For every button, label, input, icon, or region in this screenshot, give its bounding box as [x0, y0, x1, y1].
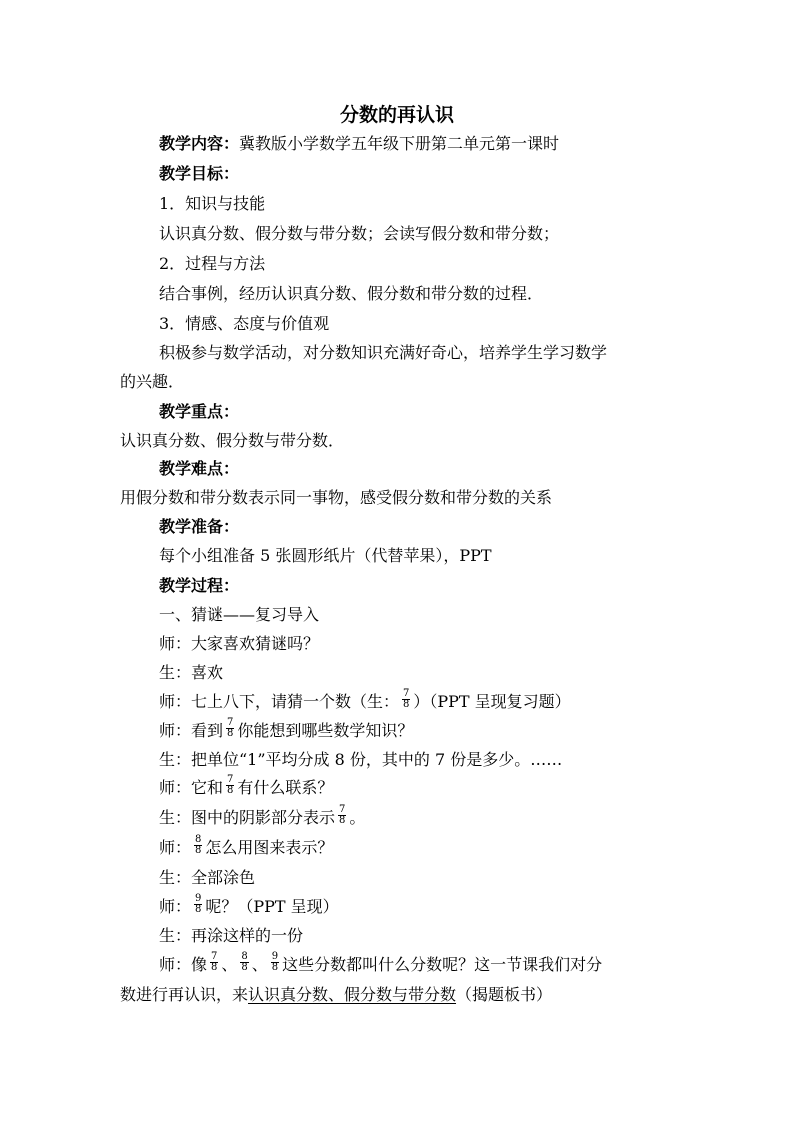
goals-label: 教学目标：	[159, 164, 240, 183]
dialogue-text: 师：像	[159, 955, 208, 974]
prep-label: 教学准备：	[159, 517, 240, 536]
fraction-9-8	[194, 894, 202, 915]
fraction-denominator: 8	[241, 962, 248, 973]
dialogue-text: 。	[349, 808, 366, 827]
fraction-7-8	[210, 952, 218, 973]
fraction-denominator: 8	[403, 699, 410, 710]
fraction-numerator: 9	[195, 893, 202, 904]
fraction-denominator: 8	[339, 815, 346, 826]
dialogue-text: 师：	[159, 838, 192, 857]
goal-3-text-a: 积极参与数学活动，对分数知识充满好奇心，培养学生学习数学	[159, 343, 608, 362]
fraction-numerator: 7	[403, 688, 410, 699]
fraction-denominator: 8	[271, 962, 279, 973]
dialogue-text: 师：七上八下，请猜一个数（生：	[159, 692, 400, 711]
dialogue-line	[120, 985, 552, 1005]
dialogue-text: 师：它和	[159, 778, 224, 797]
dialogue-line: 生：把单位“1”平均分成 8 份，其中的 7 份是多少。……	[159, 750, 563, 769]
key-text: 认识真分数、假分数与带分数．	[120, 431, 345, 450]
page-title: 分数的再认识	[339, 104, 454, 126]
goal-3-text-b: 的兴趣．	[120, 372, 185, 391]
dialogue-line	[159, 804, 366, 829]
content-line	[159, 134, 559, 154]
dialogue-line: 师：大家喜欢猜谜吗？	[159, 634, 320, 653]
fraction-8-8	[194, 835, 202, 856]
dialogue-line	[159, 834, 334, 859]
fraction-denominator: 8	[211, 962, 218, 973]
dialogue-line	[159, 717, 414, 742]
goal-1-text: 认识真分数、假分数与带分数；会读写假分数和带分数；	[159, 224, 560, 243]
dialogue-line: 生：全部涂色	[159, 868, 256, 887]
dialogue-text: ）（PPT 呈现复习题）	[413, 692, 571, 711]
difficulty-label: 教学难点：	[159, 459, 240, 478]
process-label: 教学过程：	[159, 576, 240, 595]
dialogue-text: 这些分数都叫什么分数呢？这一节课我们对分	[282, 955, 603, 974]
fraction-9-8	[271, 952, 279, 973]
dialogue-text: 师：看到	[159, 721, 224, 740]
fraction-numerator: 7	[339, 804, 346, 815]
dialogue-text: 师：	[159, 897, 192, 916]
prep-text: 每个小组准备 5 张圆形纸片（代替苹果），PPT	[159, 546, 492, 565]
dialogue-text: 有什么联系？	[237, 778, 334, 797]
dialogue-line: 生：喜欢	[159, 663, 224, 682]
dialogue-text: 呢？（PPT 呈现）	[205, 897, 339, 916]
fraction-numerator: 7	[227, 774, 234, 785]
fraction-denominator: 8	[195, 845, 202, 856]
fraction-7-8	[402, 689, 410, 710]
goal-1-heading: 1．知识与技能	[159, 194, 266, 213]
dialogue-text: 你能想到哪些数学知识？	[237, 721, 414, 740]
content-label: 教学内容：	[159, 134, 240, 153]
fraction-7-8	[226, 775, 234, 796]
fraction-denominator: 8	[227, 728, 234, 739]
goal-3-heading: 3．情感、态度与价值观	[159, 314, 330, 333]
fraction-numerator: 7	[227, 717, 234, 728]
dialogue-line	[159, 951, 603, 976]
dialogue-text: 数进行再认识，来	[120, 985, 249, 1004]
goal-2-heading: 2．过程与方法	[159, 254, 266, 273]
underlined-topic: 认识真分数、假分数与带分数	[248, 985, 457, 1004]
dialogue-line: 生：再涂这样的一份	[159, 926, 304, 945]
dialogue-text: 怎么用图来表示？	[205, 838, 334, 857]
dialogue-line	[159, 774, 334, 799]
dialogue-line	[159, 893, 339, 918]
dialogue-line	[159, 688, 571, 713]
fraction-denominator: 8	[227, 785, 234, 796]
goal-2-text: 结合事例，经历认识真分数、假分数和带分数的过程．	[159, 284, 544, 303]
difficulty-text: 用假分数和带分数表示同一事物，感受假分数和带分数的关系	[120, 488, 553, 507]
separator: 、	[221, 955, 238, 974]
fraction-7-8	[338, 805, 346, 826]
fraction-numerator: 8	[241, 951, 248, 962]
fraction-denominator: 8	[195, 904, 202, 915]
dialogue-text: （揭题板书）	[456, 985, 553, 1004]
key-label: 教学重点：	[159, 402, 240, 421]
section-1-heading: 一、猜谜——复习导入	[159, 605, 320, 624]
fraction-8-8	[240, 952, 248, 973]
fraction-7-8	[226, 718, 234, 739]
dialogue-text: 生：图中的阴影部分表示	[159, 808, 336, 827]
fraction-numerator: 7	[211, 951, 218, 962]
fraction-numerator: 8	[195, 834, 202, 845]
fraction-numerator: 9	[271, 951, 279, 962]
separator: 、	[251, 955, 268, 974]
content-text: 冀教版小学数学五年级下册第二单元第一课时	[239, 134, 560, 153]
